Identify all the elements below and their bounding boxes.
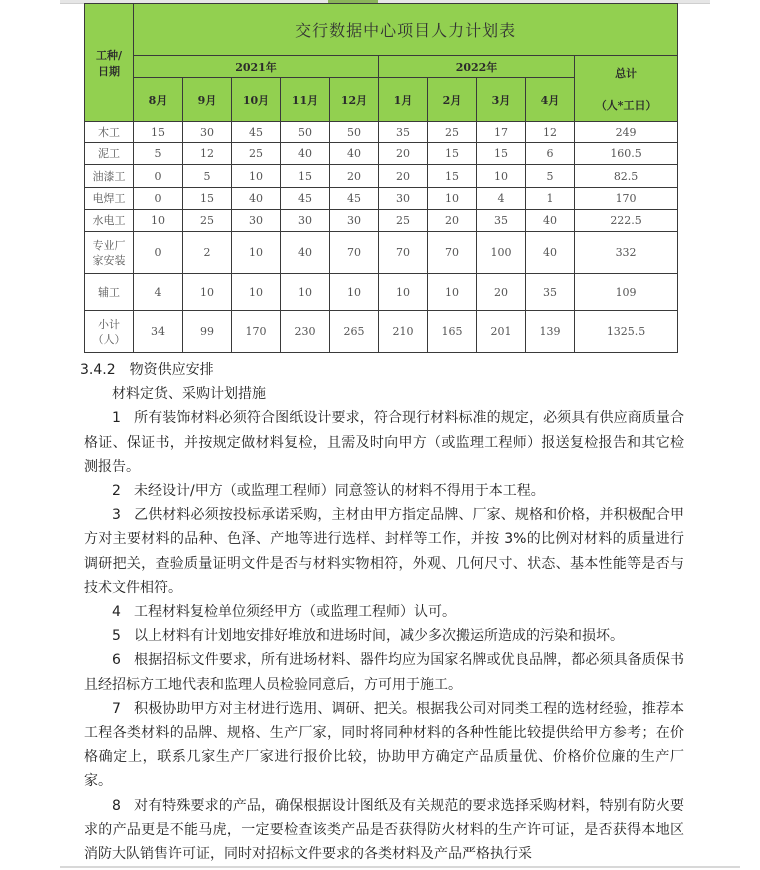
value-cell: 10 bbox=[134, 210, 183, 232]
value-cell: 2 bbox=[183, 232, 232, 274]
item-number: 6 bbox=[112, 652, 121, 669]
item-text: 积极协助甲方对主材进行选用、调研、把关。根据我公司对同类工程的选材经验，推荐本工程各类材料的品牌、规格、生产厂家，同时将同种材料的各种性能比较提供给甲方参考；在价格确定上，联系几家生产厂家进行报价比较，协助甲方确定产品质量优、价格价位廉的生产厂家。 bbox=[84, 700, 684, 790]
item-text: 以上材料有计划地安排好堆放和进场时间，减少多次搬运所造成的污染和损坏。 bbox=[134, 628, 624, 645]
value-cell: 15 bbox=[428, 165, 477, 188]
value-cell: 40 bbox=[526, 232, 575, 274]
month-header: 11月 bbox=[281, 78, 330, 122]
subtotal-label bbox=[85, 311, 134, 353]
value-cell: 12 bbox=[183, 143, 232, 165]
value-cell: 20 bbox=[379, 143, 428, 165]
value-cell: 10 bbox=[428, 188, 477, 210]
value-cell: 45 bbox=[330, 188, 379, 210]
value-cell: 100 bbox=[477, 232, 526, 274]
value-cell: 25 bbox=[232, 143, 281, 165]
document-body bbox=[80, 358, 684, 866]
table-row bbox=[85, 188, 678, 210]
table-row bbox=[85, 210, 678, 232]
value-cell: 4 bbox=[134, 274, 183, 311]
value-cell: 15 bbox=[134, 122, 183, 143]
item-text: 根据招标文件要求，所有进场材料、器件均应为国家名牌或优良品牌，都必须具备质保书且经招标方工地代表和监理人员检验同意后，方可用于施工。 bbox=[84, 652, 684, 693]
value-cell: 30 bbox=[183, 122, 232, 143]
item-number: 4 bbox=[112, 604, 121, 621]
total-header bbox=[575, 56, 678, 122]
value-cell: 0 bbox=[134, 188, 183, 210]
item-number: 1 bbox=[112, 410, 121, 427]
trade-label: 电焊工 bbox=[85, 188, 134, 210]
value-cell: 10 bbox=[183, 274, 232, 311]
value-cell: 210 bbox=[379, 311, 428, 353]
table-row bbox=[85, 274, 678, 311]
item-number: 7 bbox=[112, 700, 121, 717]
table-row bbox=[85, 232, 678, 274]
value-cell: 40 bbox=[281, 232, 330, 274]
value-cell: 70 bbox=[379, 232, 428, 274]
total-cell: 1325.5 bbox=[575, 311, 678, 353]
value-cell: 5 bbox=[134, 143, 183, 165]
total-cell: 109 bbox=[575, 274, 678, 311]
value-cell: 1 bbox=[526, 188, 575, 210]
value-cell: 40 bbox=[526, 210, 575, 232]
value-cell: 5 bbox=[526, 165, 575, 188]
month-header: 1月 bbox=[379, 78, 428, 122]
value-cell: 15 bbox=[428, 143, 477, 165]
value-cell: 20 bbox=[379, 165, 428, 188]
trade-label bbox=[85, 232, 134, 274]
item-number: 5 bbox=[112, 628, 121, 645]
total-header-line2: （人*工日） bbox=[595, 98, 657, 112]
subtotal-label-line2: （人） bbox=[92, 332, 126, 346]
value-cell: 25 bbox=[428, 122, 477, 143]
value-cell: 30 bbox=[379, 188, 428, 210]
value-cell: 10 bbox=[379, 274, 428, 311]
corner-label-line1: 工种/ bbox=[95, 48, 123, 62]
list-item bbox=[84, 697, 684, 794]
year-header-2021: 2021年 bbox=[134, 56, 379, 78]
value-cell: 30 bbox=[281, 210, 330, 232]
value-cell: 0 bbox=[134, 165, 183, 188]
value-cell: 10 bbox=[232, 165, 281, 188]
month-header: 8月 bbox=[134, 78, 183, 122]
trade-label: 木工 bbox=[85, 122, 134, 143]
manpower-plan-table bbox=[84, 3, 678, 353]
value-cell: 50 bbox=[330, 122, 379, 143]
value-cell: 10 bbox=[281, 274, 330, 311]
list-item bbox=[84, 479, 684, 503]
item-text: 工程材料复检单位须经甲方（或监理工程师）认可。 bbox=[134, 604, 456, 621]
value-cell: 230 bbox=[281, 311, 330, 353]
trade-label: 辅工 bbox=[85, 274, 134, 311]
value-cell: 70 bbox=[428, 232, 477, 274]
list-item bbox=[84, 648, 684, 696]
corner-header-cell bbox=[85, 4, 134, 122]
section-heading: 3.4.2 物资供应安排 bbox=[80, 362, 214, 378]
trade-label-line1: 专业厂 bbox=[92, 238, 126, 252]
total-cell: 82.5 bbox=[575, 165, 678, 188]
table-title: 交行数据中心项目人力计划表 bbox=[134, 4, 678, 56]
value-cell: 30 bbox=[330, 210, 379, 232]
value-cell: 15 bbox=[281, 165, 330, 188]
value-cell: 45 bbox=[281, 188, 330, 210]
value-cell: 40 bbox=[330, 143, 379, 165]
value-cell: 10 bbox=[428, 274, 477, 311]
corner-label-line2: 日期 bbox=[98, 64, 120, 78]
value-cell: 170 bbox=[232, 311, 281, 353]
total-cell: 170 bbox=[575, 188, 678, 210]
subtotal-label-line1: 小计 bbox=[98, 317, 120, 331]
value-cell: 265 bbox=[330, 311, 379, 353]
value-cell: 139 bbox=[526, 311, 575, 353]
value-cell: 165 bbox=[428, 311, 477, 353]
month-header: 10月 bbox=[232, 78, 281, 122]
item-text: 对有特殊要求的产品，确保根据设计图纸及有关规范的要求选择采购材料，特别有防火要求的产品更是不能马虎，一定要检查该类产品是否获得防火材料的生产许可证，是否获得本地区消防大队销售许可证，同时对招标文件要求的各类材料及产品严格执行采 bbox=[84, 797, 684, 863]
item-number: 3 bbox=[112, 507, 121, 524]
value-cell: 20 bbox=[428, 210, 477, 232]
table-row bbox=[85, 143, 678, 165]
value-cell: 30 bbox=[232, 210, 281, 232]
trade-label: 水电工 bbox=[85, 210, 134, 232]
item-number: 2 bbox=[112, 483, 121, 500]
month-header: 3月 bbox=[477, 78, 526, 122]
value-cell: 50 bbox=[281, 122, 330, 143]
value-cell: 25 bbox=[379, 210, 428, 232]
item-text: 乙供材料必须按投标承诺采购，主材由甲方指定品牌、厂家、规格和价格，并积极配合甲方对主要材料的品种、色泽、产地等进行选样、封样等工作，并按 3%的比例对材料的质量进行调研把关，查验质量证明文件是否与材料实物相符，外观、几何尺寸、状态、基本性能等是否与技术文件相符。 bbox=[84, 507, 684, 596]
value-cell: 10 bbox=[232, 274, 281, 311]
list-item bbox=[84, 794, 684, 867]
value-cell: 12 bbox=[526, 122, 575, 143]
item-number: 8 bbox=[112, 797, 121, 814]
value-cell: 40 bbox=[232, 188, 281, 210]
value-cell: 10 bbox=[477, 165, 526, 188]
value-cell: 70 bbox=[330, 232, 379, 274]
value-cell: 25 bbox=[183, 210, 232, 232]
item-text: 所有装饰材料必须符合图纸设计要求，符合现行材料标准的规定，必须具有供应商质量合格证、保证书，并按规定做材料复检，且需及时向甲方（或监理工程师）报送复检报告和其它检测报告。 bbox=[84, 410, 684, 475]
value-cell: 10 bbox=[232, 232, 281, 274]
total-cell: 332 bbox=[575, 232, 678, 274]
total-cell: 222.5 bbox=[575, 210, 678, 232]
total-header-line1: 总计 bbox=[615, 66, 638, 80]
month-header: 4月 bbox=[526, 78, 575, 122]
value-cell: 15 bbox=[477, 143, 526, 165]
value-cell: 40 bbox=[281, 143, 330, 165]
value-cell: 15 bbox=[183, 188, 232, 210]
table-row bbox=[85, 122, 678, 143]
value-cell: 6 bbox=[526, 143, 575, 165]
list-item bbox=[84, 503, 684, 600]
value-cell: 201 bbox=[477, 311, 526, 353]
trade-label: 油漆工 bbox=[85, 165, 134, 188]
value-cell: 20 bbox=[330, 165, 379, 188]
value-cell: 45 bbox=[232, 122, 281, 143]
total-cell: 249 bbox=[575, 122, 678, 143]
month-header: 9月 bbox=[183, 78, 232, 122]
total-cell: 160.5 bbox=[575, 143, 678, 165]
value-cell: 0 bbox=[134, 232, 183, 274]
value-cell: 34 bbox=[134, 311, 183, 353]
trade-label: 泥工 bbox=[85, 143, 134, 165]
table-row-subtotal bbox=[85, 311, 678, 353]
month-header: 2月 bbox=[428, 78, 477, 122]
trade-label-line2: 家安装 bbox=[92, 253, 126, 267]
table-row bbox=[85, 165, 678, 188]
list-item bbox=[84, 406, 684, 479]
value-cell: 5 bbox=[183, 165, 232, 188]
year-header-2022: 2022年 bbox=[379, 56, 575, 78]
list-item bbox=[84, 600, 684, 624]
value-cell: 17 bbox=[477, 122, 526, 143]
list-item bbox=[84, 624, 684, 648]
value-cell: 99 bbox=[183, 311, 232, 353]
month-header: 12月 bbox=[330, 78, 379, 122]
value-cell: 10 bbox=[330, 274, 379, 311]
value-cell: 4 bbox=[477, 188, 526, 210]
value-cell: 35 bbox=[526, 274, 575, 311]
page-bottom-divider bbox=[60, 866, 740, 868]
subheading: 材料定货、采购计划措施 bbox=[112, 386, 266, 403]
value-cell: 35 bbox=[477, 210, 526, 232]
value-cell: 20 bbox=[477, 274, 526, 311]
value-cell: 35 bbox=[379, 122, 428, 143]
item-text: 未经设计/甲方（或监理工程师）同意签认的材料不得用于本工程。 bbox=[134, 483, 545, 500]
